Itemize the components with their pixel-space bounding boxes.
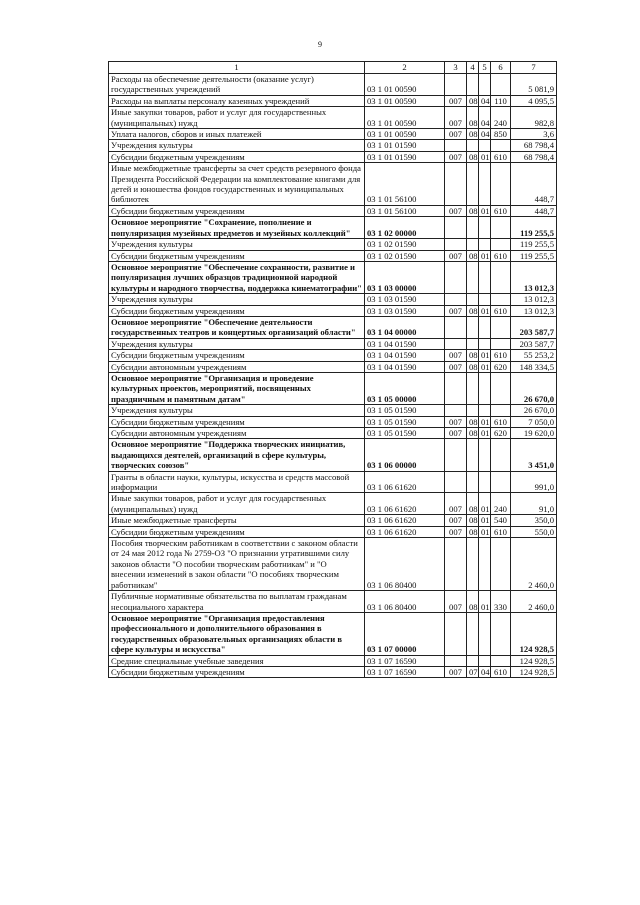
table-row	[109, 515, 557, 526]
row-code-cell: 03 1 06 00000	[365, 439, 445, 471]
row-section-cell	[467, 239, 479, 250]
row-code-cell: 03 1 01 01590	[365, 151, 445, 162]
row-expense-type-cell	[491, 316, 511, 338]
row-expense-type-cell: 610	[491, 151, 511, 162]
row-subsection-cell	[479, 217, 491, 239]
row-amount-cell: 124 928,5	[511, 612, 557, 655]
row-ministry-cell	[445, 261, 467, 293]
row-name-cell: Основное мероприятие "Поддержка творческих инициатив, выдающихся деятелей, организаций в сфере культуры, творческих союзов"	[109, 439, 365, 471]
row-ministry-cell: 007	[445, 361, 467, 372]
row-name-cell: Учреждения культуры	[109, 140, 365, 151]
row-subsection-cell: 01	[479, 350, 491, 361]
row-code-cell: 03 1 01 56100	[365, 205, 445, 216]
row-ministry-cell	[445, 612, 467, 655]
row-amount-cell: 26 670,0	[511, 372, 557, 404]
row-expense-type-cell: 610	[491, 666, 511, 677]
row-section-cell: 08	[467, 205, 479, 216]
column-header: 2	[365, 62, 445, 74]
row-code-cell: 03 1 03 01590	[365, 305, 445, 316]
column-header: 6	[491, 62, 511, 74]
row-amount-cell: 3 451,0	[511, 439, 557, 471]
row-section-cell	[467, 74, 479, 96]
column-header: 5	[479, 62, 491, 74]
budget-table	[108, 61, 557, 678]
row-ministry-cell	[445, 405, 467, 416]
table-row	[109, 439, 557, 471]
row-amount-cell: 68 798,4	[511, 140, 557, 151]
row-code-cell: 03 1 05 01590	[365, 416, 445, 427]
column-header: 4	[467, 62, 479, 74]
row-ministry-cell: 007	[445, 129, 467, 140]
row-expense-type-cell	[491, 217, 511, 239]
row-section-cell: 08	[467, 361, 479, 372]
row-code-cell: 03 1 06 61620	[365, 471, 445, 493]
row-name-cell: Гранты в области науки, культуры, искусства и средств массовой информации	[109, 471, 365, 493]
row-amount-cell: 4 095,5	[511, 95, 557, 106]
row-name-cell: Основное мероприятие "Обеспечение сохранности, развитие и популяризация лучших образцов традиционной народной культуры и народного творчества, поддержка кинематографии"	[109, 261, 365, 293]
row-subsection-cell: 04	[479, 666, 491, 677]
row-subsection-cell: 01	[479, 526, 491, 537]
row-expense-type-cell	[491, 439, 511, 471]
table-row	[109, 493, 557, 515]
row-expense-type-cell	[491, 372, 511, 404]
row-amount-cell: 19 620,0	[511, 428, 557, 439]
row-code-cell: 03 1 07 00000	[365, 612, 445, 655]
row-name-cell: Расходы на выплаты персоналу казенных учреждений	[109, 95, 365, 106]
table-row	[109, 107, 557, 129]
row-expense-type-cell: 850	[491, 129, 511, 140]
row-subsection-cell: 01	[479, 416, 491, 427]
row-name-cell: Субсидии автономным учреждениям	[109, 361, 365, 372]
row-amount-cell: 203 587,7	[511, 316, 557, 338]
row-section-cell: 08	[467, 493, 479, 515]
row-name-cell: Основное мероприятие "Обеспечение деятельности государственных театров и концертных организаций области"	[109, 316, 365, 338]
row-expense-type-cell	[491, 163, 511, 206]
row-section-cell	[467, 163, 479, 206]
row-name-cell: Расходы на обеспечение деятельности (оказание услуг) государственных учреждений	[109, 74, 365, 96]
row-name-cell: Учреждения культуры	[109, 294, 365, 305]
row-section-cell: 08	[467, 350, 479, 361]
row-code-cell: 03 1 06 80400	[365, 591, 445, 613]
row-name-cell: Субсидии бюджетным учреждениям	[109, 416, 365, 427]
row-ministry-cell: 007	[445, 205, 467, 216]
row-ministry-cell	[445, 338, 467, 349]
row-name-cell: Основное мероприятие "Организация и проведение культурных проектов, мероприятий, посвященных праздничным и памятным датам"	[109, 372, 365, 404]
row-expense-type-cell: 610	[491, 250, 511, 261]
row-name-cell: Субсидии бюджетным учреждениям	[109, 666, 365, 677]
row-amount-cell: 2 460,0	[511, 538, 557, 591]
row-ministry-cell: 007	[445, 305, 467, 316]
row-name-cell: Учреждения культуры	[109, 239, 365, 250]
row-expense-type-cell: 610	[491, 526, 511, 537]
row-ministry-cell: 007	[445, 591, 467, 613]
row-expense-type-cell: 610	[491, 350, 511, 361]
table-row	[109, 471, 557, 493]
row-expense-type-cell: 620	[491, 361, 511, 372]
row-ministry-cell	[445, 294, 467, 305]
row-section-cell: 08	[467, 416, 479, 427]
row-section-cell	[467, 261, 479, 293]
table-row	[109, 151, 557, 162]
row-ministry-cell	[445, 655, 467, 666]
row-expense-type-cell: 240	[491, 493, 511, 515]
row-amount-cell: 2 460,0	[511, 591, 557, 613]
row-subsection-cell: 01	[479, 151, 491, 162]
row-section-cell: 08	[467, 591, 479, 613]
row-amount-cell: 5 081,9	[511, 74, 557, 96]
row-section-cell	[467, 338, 479, 349]
row-expense-type-cell: 240	[491, 107, 511, 129]
table-row	[109, 316, 557, 338]
row-expense-type-cell: 330	[491, 591, 511, 613]
row-section-cell	[467, 217, 479, 239]
table-header-row	[109, 62, 557, 74]
row-amount-cell: 991,0	[511, 471, 557, 493]
row-name-cell: Субсидии бюджетным учреждениям	[109, 526, 365, 537]
row-ministry-cell	[445, 316, 467, 338]
row-amount-cell: 203 587,7	[511, 338, 557, 349]
row-code-cell: 03 1 03 00000	[365, 261, 445, 293]
row-code-cell: 03 1 06 61620	[365, 493, 445, 515]
row-ministry-cell	[445, 217, 467, 239]
row-subsection-cell: 01	[479, 591, 491, 613]
row-code-cell: 03 1 01 00590	[365, 74, 445, 96]
row-section-cell	[467, 294, 479, 305]
row-code-cell: 03 1 01 00590	[365, 107, 445, 129]
row-code-cell: 03 1 07 16590	[365, 655, 445, 666]
row-name-cell: Иные закупки товаров, работ и услуг для государственных (муниципальных) нужд	[109, 493, 365, 515]
row-name-cell: Учреждения культуры	[109, 405, 365, 416]
table-row	[109, 261, 557, 293]
row-name-cell: Субсидии автономным учреждениям	[109, 428, 365, 439]
table-row	[109, 591, 557, 613]
row-expense-type-cell	[491, 74, 511, 96]
table-row	[109, 305, 557, 316]
row-code-cell: 03 1 05 01590	[365, 405, 445, 416]
table-row	[109, 338, 557, 349]
row-subsection-cell	[479, 338, 491, 349]
row-ministry-cell	[445, 163, 467, 206]
row-name-cell: Основное мероприятие "Сохранение, пополнение и популяризация музейных предметов и музейных коллекций"	[109, 217, 365, 239]
row-subsection-cell	[479, 372, 491, 404]
row-ministry-cell	[445, 538, 467, 591]
row-section-cell	[467, 612, 479, 655]
row-ministry-cell: 007	[445, 526, 467, 537]
row-expense-type-cell: 610	[491, 416, 511, 427]
row-amount-cell: 13 012,3	[511, 294, 557, 305]
row-subsection-cell	[479, 261, 491, 293]
row-amount-cell: 124 928,5	[511, 666, 557, 677]
row-code-cell: 03 1 04 01590	[365, 338, 445, 349]
row-subsection-cell	[479, 294, 491, 305]
row-code-cell: 03 1 05 00000	[365, 372, 445, 404]
table-row	[109, 74, 557, 96]
row-subsection-cell: 01	[479, 428, 491, 439]
row-subsection-cell: 01	[479, 361, 491, 372]
row-amount-cell: 448,7	[511, 163, 557, 206]
row-section-cell	[467, 538, 479, 591]
row-section-cell	[467, 439, 479, 471]
row-name-cell: Средние специальные учебные заведения	[109, 655, 365, 666]
row-section-cell: 08	[467, 151, 479, 162]
row-subsection-cell: 04	[479, 107, 491, 129]
row-subsection-cell	[479, 239, 491, 250]
row-expense-type-cell	[491, 471, 511, 493]
row-name-cell: Иные закупки товаров, работ и услуг для государственных (муниципальных) нужд	[109, 107, 365, 129]
row-subsection-cell	[479, 74, 491, 96]
row-name-cell: Субсидии бюджетным учреждениям	[109, 305, 365, 316]
table-row	[109, 655, 557, 666]
row-amount-cell: 550,0	[511, 526, 557, 537]
table-row	[109, 361, 557, 372]
row-code-cell: 03 1 06 61620	[365, 526, 445, 537]
row-amount-cell: 124 928,5	[511, 655, 557, 666]
row-ministry-cell: 007	[445, 666, 467, 677]
row-subsection-cell	[479, 538, 491, 591]
row-expense-type-cell: 110	[491, 95, 511, 106]
table-row	[109, 129, 557, 140]
row-name-cell: Учреждения культуры	[109, 338, 365, 349]
row-expense-type-cell	[491, 612, 511, 655]
row-expense-type-cell: 540	[491, 515, 511, 526]
row-section-cell: 08	[467, 515, 479, 526]
row-subsection-cell: 01	[479, 493, 491, 515]
row-ministry-cell: 007	[445, 151, 467, 162]
row-section-cell: 08	[467, 428, 479, 439]
row-subsection-cell: 04	[479, 129, 491, 140]
row-subsection-cell: 01	[479, 515, 491, 526]
row-amount-cell: 13 012,3	[511, 305, 557, 316]
row-code-cell: 03 1 04 01590	[365, 361, 445, 372]
row-section-cell: 08	[467, 107, 479, 129]
row-section-cell	[467, 372, 479, 404]
row-subsection-cell	[479, 439, 491, 471]
row-section-cell	[467, 316, 479, 338]
row-ministry-cell	[445, 239, 467, 250]
row-code-cell: 03 1 02 00000	[365, 217, 445, 239]
row-ministry-cell	[445, 372, 467, 404]
row-subsection-cell	[479, 140, 491, 151]
row-amount-cell: 448,7	[511, 205, 557, 216]
row-name-cell: Публичные нормативные обязательства по выплатам гражданам несоциального характера	[109, 591, 365, 613]
row-amount-cell: 119 255,5	[511, 217, 557, 239]
row-code-cell: 03 1 05 01590	[365, 428, 445, 439]
row-amount-cell: 148 334,5	[511, 361, 557, 372]
table-row	[109, 95, 557, 106]
row-ministry-cell: 007	[445, 515, 467, 526]
row-section-cell: 08	[467, 129, 479, 140]
row-name-cell: Иные межбюджетные трансферты за счет средств резервного фонда Президента Российской Федерации на комплектование книгами для детей и юношества фондов государственных и муниципальных библиотек	[109, 163, 365, 206]
row-section-cell	[467, 405, 479, 416]
row-amount-cell: 55 253,2	[511, 350, 557, 361]
table-row	[109, 612, 557, 655]
row-code-cell: 03 1 01 01590	[365, 140, 445, 151]
row-expense-type-cell	[491, 294, 511, 305]
row-expense-type-cell	[491, 338, 511, 349]
column-header: 1	[109, 62, 365, 74]
row-section-cell: 08	[467, 305, 479, 316]
row-ministry-cell	[445, 140, 467, 151]
table-row	[109, 526, 557, 537]
row-name-cell: Субсидии бюджетным учреждениям	[109, 250, 365, 261]
row-expense-type-cell: 610	[491, 305, 511, 316]
table-row	[109, 140, 557, 151]
row-section-cell	[467, 655, 479, 666]
table-row	[109, 217, 557, 239]
table-row	[109, 538, 557, 591]
row-amount-cell: 3,6	[511, 129, 557, 140]
row-expense-type-cell: 620	[491, 428, 511, 439]
row-subsection-cell	[479, 405, 491, 416]
row-name-cell: Субсидии бюджетным учреждениям	[109, 205, 365, 216]
row-subsection-cell	[479, 655, 491, 666]
row-ministry-cell: 007	[445, 428, 467, 439]
row-section-cell: 08	[467, 250, 479, 261]
table-row	[109, 405, 557, 416]
row-expense-type-cell	[491, 261, 511, 293]
row-expense-type-cell	[491, 140, 511, 151]
row-code-cell: 03 1 01 56100	[365, 163, 445, 206]
row-section-cell	[467, 140, 479, 151]
row-name-cell: Субсидии бюджетным учреждениям	[109, 350, 365, 361]
row-code-cell: 03 1 04 01590	[365, 350, 445, 361]
row-subsection-cell: 01	[479, 205, 491, 216]
row-amount-cell: 119 255,5	[511, 250, 557, 261]
table-row	[109, 239, 557, 250]
page-number: 9	[318, 40, 322, 49]
row-amount-cell: 982,8	[511, 107, 557, 129]
column-header: 7	[511, 62, 557, 74]
column-header: 3	[445, 62, 467, 74]
row-amount-cell: 91,0	[511, 493, 557, 515]
row-name-cell: Уплата налогов, сборов и иных платежей	[109, 129, 365, 140]
row-expense-type-cell: 610	[491, 205, 511, 216]
row-ministry-cell: 007	[445, 350, 467, 361]
table-row	[109, 416, 557, 427]
row-section-cell: 08	[467, 526, 479, 537]
row-ministry-cell: 007	[445, 493, 467, 515]
table-row	[109, 163, 557, 206]
table-row	[109, 250, 557, 261]
row-ministry-cell: 007	[445, 107, 467, 129]
row-expense-type-cell	[491, 655, 511, 666]
table-row	[109, 294, 557, 305]
row-ministry-cell	[445, 74, 467, 96]
row-amount-cell: 7 050,0	[511, 416, 557, 427]
table-row	[109, 428, 557, 439]
row-code-cell: 03 1 02 01590	[365, 250, 445, 261]
row-code-cell: 03 1 06 80400	[365, 538, 445, 591]
row-section-cell: 07	[467, 666, 479, 677]
row-amount-cell: 13 012,3	[511, 261, 557, 293]
row-code-cell: 03 1 03 01590	[365, 294, 445, 305]
row-code-cell: 03 1 04 00000	[365, 316, 445, 338]
row-expense-type-cell	[491, 405, 511, 416]
row-subsection-cell	[479, 471, 491, 493]
row-subsection-cell	[479, 163, 491, 206]
row-expense-type-cell	[491, 239, 511, 250]
row-ministry-cell: 007	[445, 95, 467, 106]
row-code-cell: 03 1 07 16590	[365, 666, 445, 677]
table-row	[109, 372, 557, 404]
row-name-cell: Пособия творческим работникам в соответствии с законом области от 24 мая 2012 года № 2759-ОЗ "О признании утратившими силу законов области "О пособии творческим работникам" и "О внесении изменений в закон области "О пособиях творческим работникам"	[109, 538, 365, 591]
row-name-cell: Иные межбюджетные трансферты	[109, 515, 365, 526]
row-expense-type-cell	[491, 538, 511, 591]
row-code-cell: 03 1 01 00590	[365, 95, 445, 106]
row-subsection-cell	[479, 316, 491, 338]
row-ministry-cell	[445, 439, 467, 471]
row-section-cell	[467, 471, 479, 493]
row-name-cell: Субсидии бюджетным учреждениям	[109, 151, 365, 162]
row-ministry-cell	[445, 471, 467, 493]
row-ministry-cell: 007	[445, 250, 467, 261]
table-row	[109, 666, 557, 677]
row-code-cell: 03 1 02 01590	[365, 239, 445, 250]
row-amount-cell: 119 255,5	[511, 239, 557, 250]
row-subsection-cell: 04	[479, 95, 491, 106]
row-ministry-cell: 007	[445, 416, 467, 427]
row-amount-cell: 26 670,0	[511, 405, 557, 416]
row-code-cell: 03 1 01 00590	[365, 129, 445, 140]
row-amount-cell: 68 798,4	[511, 151, 557, 162]
row-subsection-cell: 01	[479, 305, 491, 316]
row-amount-cell: 350,0	[511, 515, 557, 526]
row-subsection-cell	[479, 612, 491, 655]
row-name-cell: Основное мероприятие "Организация предоставления профессионального и дополнительного образования в государственных образовательных организациях области в сфере культуры и искусства"	[109, 612, 365, 655]
row-section-cell: 08	[467, 95, 479, 106]
table-row	[109, 205, 557, 216]
row-code-cell: 03 1 06 61620	[365, 515, 445, 526]
table-row	[109, 350, 557, 361]
row-subsection-cell: 01	[479, 250, 491, 261]
